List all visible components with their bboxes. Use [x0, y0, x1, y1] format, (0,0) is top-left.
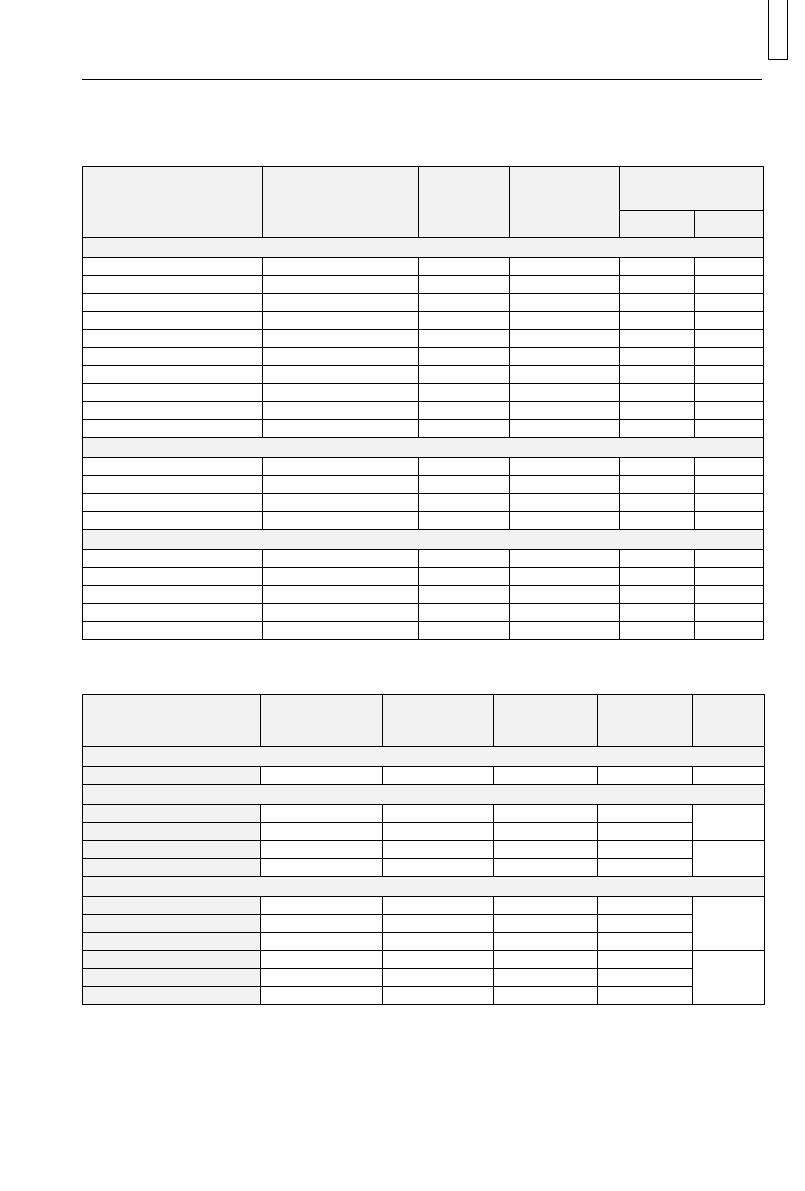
table-cell [598, 933, 693, 951]
table-cell [695, 550, 764, 568]
table-cell [620, 604, 695, 622]
table-row [83, 330, 764, 348]
table-cell [83, 494, 263, 512]
table-cell [620, 420, 695, 438]
table-cell [419, 494, 510, 512]
table-cell [383, 933, 494, 951]
table-cell [263, 402, 419, 420]
table-1-header-cell [83, 167, 263, 238]
table-cell [620, 258, 695, 276]
table-cell [419, 512, 510, 530]
table-2 [82, 694, 765, 1005]
table-cell [620, 312, 695, 330]
table-cell [494, 951, 598, 969]
table-cell [510, 384, 620, 402]
table-cell [383, 915, 494, 933]
table-cell [419, 276, 510, 294]
table-cell [261, 805, 383, 823]
table-row-label [83, 841, 261, 859]
table-cell [263, 348, 419, 366]
table-cell [510, 622, 620, 640]
table-cell [263, 604, 419, 622]
table-1-section-row [83, 238, 764, 258]
table-cell [83, 294, 263, 312]
table-row-label [83, 969, 261, 987]
table-cell [510, 402, 620, 420]
table-merged-cell [693, 897, 765, 951]
table-1-header-group [620, 167, 764, 211]
table-cell [620, 586, 695, 604]
table-cell [263, 586, 419, 604]
table-row [83, 933, 765, 951]
table-cell [419, 476, 510, 494]
table-cell [83, 550, 263, 568]
table-cell [261, 933, 383, 951]
table-cell [695, 512, 764, 530]
table-cell [83, 458, 263, 476]
table-cell [419, 366, 510, 384]
table-2-section-row [83, 877, 765, 897]
table-cell [494, 841, 598, 859]
table-row [83, 366, 764, 384]
table-row [83, 420, 764, 438]
table-cell [598, 915, 693, 933]
table-row [83, 805, 765, 823]
table-cell [383, 767, 494, 785]
table-row-label [83, 951, 261, 969]
table-cell [695, 420, 764, 438]
table-cell [620, 568, 695, 586]
table-cell [598, 805, 693, 823]
table-row [83, 348, 764, 366]
table-row-label [83, 915, 261, 933]
table-cell [510, 294, 620, 312]
table-cell [510, 348, 620, 366]
table-cell [263, 494, 419, 512]
table-row-label [83, 897, 261, 915]
table-2-section-label [83, 877, 765, 897]
table-cell [494, 915, 598, 933]
table-1-section-row [83, 438, 764, 458]
table-row [83, 604, 764, 622]
table-row-label [83, 823, 261, 841]
table-cell [83, 568, 263, 586]
table-cell [510, 586, 620, 604]
table-row-label [83, 805, 261, 823]
table-cell [695, 366, 764, 384]
table-cell [695, 258, 764, 276]
table-cell [419, 258, 510, 276]
table-cell [620, 402, 695, 420]
table-merged-cell [693, 841, 765, 877]
table-cell [261, 897, 383, 915]
table-cell [83, 276, 263, 294]
table-cell [620, 366, 695, 384]
table-row [83, 458, 764, 476]
table-cell [598, 969, 693, 987]
table-cell [510, 330, 620, 348]
table-cell [419, 622, 510, 640]
table-cell [263, 294, 419, 312]
table-cell [494, 969, 598, 987]
table-cell [620, 384, 695, 402]
table-cell [261, 951, 383, 969]
table-cell [695, 568, 764, 586]
table-cell [83, 604, 263, 622]
table-row [83, 402, 764, 420]
table-cell [620, 330, 695, 348]
table-row [83, 258, 764, 276]
table-cell [695, 604, 764, 622]
table-row [83, 276, 764, 294]
table-cell [598, 897, 693, 915]
table-cell [83, 402, 263, 420]
table-row [83, 312, 764, 330]
table-cell [620, 276, 695, 294]
table-cell [83, 330, 263, 348]
table-row-label [83, 987, 261, 1005]
table-cell [263, 330, 419, 348]
table-cell [695, 458, 764, 476]
table-cell [419, 604, 510, 622]
table-1-section-row [83, 530, 764, 550]
table-cell [510, 458, 620, 476]
table-cell [695, 586, 764, 604]
table-cell [695, 384, 764, 402]
table-cell [83, 312, 263, 330]
table-cell [383, 987, 494, 1005]
table-2-section-row [83, 785, 765, 805]
table-cell [510, 550, 620, 568]
table-cell [261, 841, 383, 859]
table-row-label [83, 859, 261, 877]
table-cell [494, 987, 598, 1005]
table-row [83, 841, 765, 859]
table-cell [419, 330, 510, 348]
table-cell [510, 420, 620, 438]
table-cell [83, 420, 263, 438]
table-cell [510, 494, 620, 512]
table-cell [620, 476, 695, 494]
table-cell [510, 276, 620, 294]
table-cell [494, 859, 598, 877]
table-cell [263, 568, 419, 586]
table-cell [494, 823, 598, 841]
table-row [83, 550, 764, 568]
table-cell [419, 384, 510, 402]
header-rule [82, 79, 762, 80]
table-cell [383, 805, 494, 823]
table-cell [510, 258, 620, 276]
table-row [83, 568, 764, 586]
table-row [83, 476, 764, 494]
table-cell [419, 550, 510, 568]
table-cell [620, 458, 695, 476]
table-2-section-row [83, 747, 765, 767]
table-cell [83, 476, 263, 494]
table-cell [263, 258, 419, 276]
table-cell [695, 294, 764, 312]
table-cell [494, 805, 598, 823]
table-1-subheader-cell [695, 210, 764, 237]
table-cell [695, 276, 764, 294]
table-cell [261, 915, 383, 933]
table-cell [695, 330, 764, 348]
table-cell [383, 897, 494, 915]
table-row [83, 494, 764, 512]
table-cell [263, 458, 419, 476]
table-cell [263, 276, 419, 294]
table-1-header-cell [263, 167, 419, 238]
table-cell [383, 951, 494, 969]
table-row [83, 823, 765, 841]
page-number-box [768, 0, 788, 60]
page-number-tab [768, 0, 788, 60]
table-2-header-cell [83, 695, 261, 747]
table-row [83, 767, 765, 785]
table-cell [83, 512, 263, 530]
table-cell [419, 568, 510, 586]
table-cell [261, 859, 383, 877]
table-cell [419, 294, 510, 312]
table-cell [261, 767, 383, 785]
table-cell [383, 969, 494, 987]
table-cell [383, 823, 494, 841]
table-cell [263, 384, 419, 402]
table-cell [83, 366, 263, 384]
table-merged-cell [693, 767, 765, 785]
table-row [83, 969, 765, 987]
table-cell [620, 294, 695, 312]
table-2-header-cell [598, 695, 693, 747]
table-2-section-label [83, 785, 765, 805]
table-cell [419, 312, 510, 330]
table-cell [510, 312, 620, 330]
table-cell [263, 476, 419, 494]
table-cell [598, 841, 693, 859]
table-cell [695, 402, 764, 420]
table-cell [598, 951, 693, 969]
table-1 [82, 166, 764, 640]
table-cell [620, 512, 695, 530]
table-cell [83, 384, 263, 402]
table-cell [419, 402, 510, 420]
table-1-header-cell [419, 167, 510, 238]
table-1-section-label [83, 238, 764, 258]
table-cell [419, 458, 510, 476]
table-cell [695, 312, 764, 330]
table-2-header-cell [494, 695, 598, 747]
table-cell [510, 512, 620, 530]
table-cell [510, 366, 620, 384]
table-cell [598, 859, 693, 877]
table-cell [261, 987, 383, 1005]
table-cell [263, 550, 419, 568]
table-row [83, 987, 765, 1005]
table-cell [695, 348, 764, 366]
table-2-header-cell [383, 695, 494, 747]
table-cell [83, 348, 263, 366]
table-merged-cell [693, 805, 765, 841]
table-row-label [83, 767, 261, 785]
table-cell [510, 476, 620, 494]
table-row-label [83, 933, 261, 951]
table-cell [419, 348, 510, 366]
table-1-subheader-cell [620, 210, 695, 237]
table-row [83, 951, 765, 969]
table-row [83, 586, 764, 604]
table-cell [695, 476, 764, 494]
table-cell [83, 258, 263, 276]
table-row [83, 512, 764, 530]
table-cell [263, 512, 419, 530]
table-cell [620, 550, 695, 568]
table-cell [383, 859, 494, 877]
table-cell [510, 568, 620, 586]
table-row [83, 859, 765, 877]
table-row [83, 622, 764, 640]
table-cell [419, 420, 510, 438]
table-cell [620, 494, 695, 512]
table-merged-cell [693, 951, 765, 1005]
table-cell [83, 622, 263, 640]
table-row [83, 915, 765, 933]
table-cell [261, 969, 383, 987]
table-2-header-cell [261, 695, 383, 747]
table-cell [695, 622, 764, 640]
table-cell [494, 897, 598, 915]
table-cell [598, 823, 693, 841]
table-1-section-label [83, 438, 764, 458]
table-cell [419, 586, 510, 604]
table-cell [263, 420, 419, 438]
table-1-header-cell [510, 167, 620, 238]
table-cell [620, 348, 695, 366]
table-cell [83, 586, 263, 604]
table-cell [510, 604, 620, 622]
table-cell [263, 366, 419, 384]
table-cell [263, 622, 419, 640]
table-row [83, 384, 764, 402]
table-cell [494, 933, 598, 951]
table-cell [494, 767, 598, 785]
table-2-section-label [83, 747, 765, 767]
table-1-section-label [83, 530, 764, 550]
table-cell [695, 494, 764, 512]
table-cell [261, 823, 383, 841]
table-cell [598, 987, 693, 1005]
table-row [83, 897, 765, 915]
table-cell [598, 767, 693, 785]
table-cell [263, 312, 419, 330]
table-cell [620, 622, 695, 640]
table-cell [383, 841, 494, 859]
table-row [83, 294, 764, 312]
table-2-header-cell [693, 695, 765, 747]
